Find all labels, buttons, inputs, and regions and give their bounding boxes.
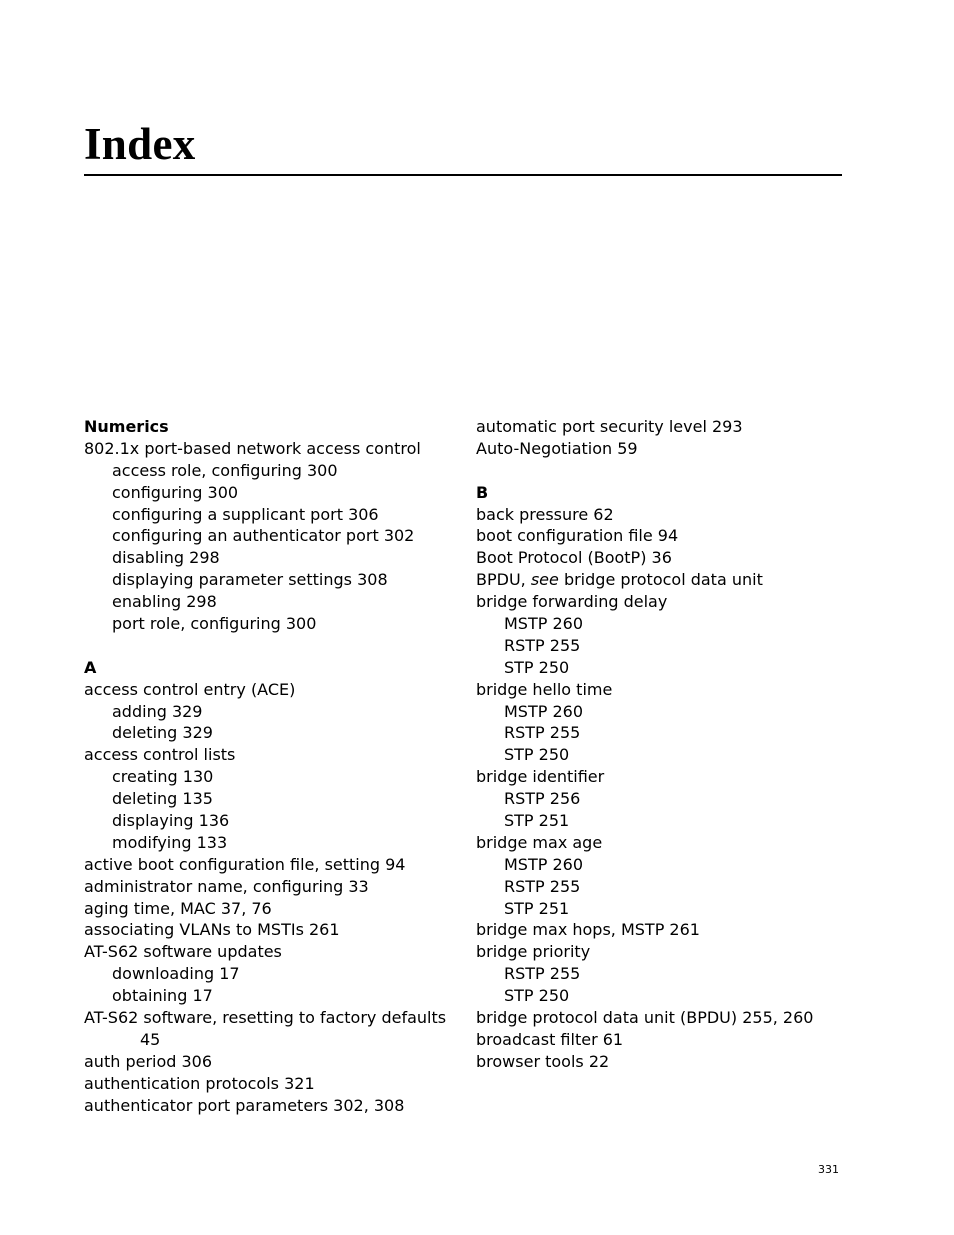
index-subentry: port role, configuring 300 [112,614,317,634]
index-section-heading: Numerics [84,417,169,436]
index-entry: 802.1x port-based network access control [84,438,421,458]
index-entry: broadcast filter 61 [476,1029,624,1049]
index-entry: administrator name, configuring 33 [84,876,369,896]
page-title: Index [84,119,196,169]
index-entry: authentication protocols 321 [84,1073,315,1093]
index-subentry: modifying 133 [112,832,228,852]
index-subentry: MSTP 260 [504,854,584,874]
index-entry: authenticator port parameters 302, 308 [84,1095,405,1115]
title-rule [84,174,842,176]
index-subentry: RSTP 256 [504,789,581,809]
index-entry: bridge identifier [476,767,605,787]
index-spacer [84,635,454,657]
index-subentry: STP 250 [504,657,570,677]
index-entry: bridge max hops, MSTP 261 [476,920,700,940]
index-section-heading: B [476,482,489,502]
index-subentry: MSTP 260 [504,701,584,721]
index-subentry: creating 130 [112,767,214,787]
index-subentry: downloading 17 [112,964,240,984]
index-subentry: displaying parameter settings 308 [112,570,388,590]
index-entry: Boot Protocol (BootP) 36 [476,548,672,568]
index-column-right [476,416,856,1073]
index-subentry: deleting 329 [112,723,213,743]
index-entry: AT-S62 software, resetting to factory defaults [84,1008,447,1028]
index-subentry: obtaining 17 [112,986,213,1006]
index-see-reference: see [530,570,559,590]
index-subentry: RSTP 255 [504,876,581,896]
index-see-target: bridge protocol data unit [558,570,763,590]
page-number: 331 [818,1163,839,1176]
index-subentry: RSTP 255 [504,964,581,984]
index-subentry: configuring an authenticator port 302 [112,526,415,546]
index-entry: automatic port security level 293 [476,417,743,436]
index-section-heading: A [84,657,97,677]
index-entry: associating VLANs to MSTIs 261 [84,920,340,940]
index-subentry: MSTP 260 [504,614,584,634]
index-entry: bridge forwarding delay [476,592,668,612]
index-subentry: RSTP 255 [504,635,581,655]
index-subentry: STP 250 [504,745,570,765]
index-subentry: STP 251 [504,811,570,831]
index-subentry: enabling 298 [112,592,217,612]
index-subentry: configuring 300 [112,482,239,502]
index-entry: aging time, MAC 37, 76 [84,898,272,918]
index-entry: active boot configuration file, setting 94 [84,854,406,874]
index-entry: bridge protocol data unit (BPDU) 255, 260 [476,1008,814,1028]
index-subentry: adding 329 [112,701,203,721]
index-subentry: STP 251 [504,898,570,918]
index-subentry: STP 250 [504,986,570,1006]
index-entry: AT-S62 software updates [84,942,282,962]
index-entry: auth period 306 [84,1051,213,1071]
index-entry-continuation: 45 [140,1029,161,1049]
index-subentry: disabling 298 [112,548,220,568]
index-entry: boot configuration file 94 [476,526,679,546]
index-subentry: configuring a supplicant port 306 [112,504,379,524]
index-entry: bridge max age [476,832,603,852]
index-entry: Auto-Negotiation 59 [476,438,638,458]
index-entry: browser tools 22 [476,1051,610,1071]
index-entry [476,569,856,591]
index-entry: access control entry (ACE) [84,679,296,699]
index-entry: bridge hello time [476,679,613,699]
index-subentry: RSTP 255 [504,723,581,743]
index-column-left [84,416,454,1117]
index-entry: bridge priority [476,942,591,962]
index-entry: back pressure 62 [476,504,614,524]
index-subentry: deleting 135 [112,789,213,809]
index-entry-term: BPDU, [476,570,531,590]
index-subentry: access role, configuring 300 [112,460,338,480]
index-spacer [476,460,856,482]
index-entry: access control lists [84,745,236,765]
index-subentry: displaying 136 [112,811,230,831]
